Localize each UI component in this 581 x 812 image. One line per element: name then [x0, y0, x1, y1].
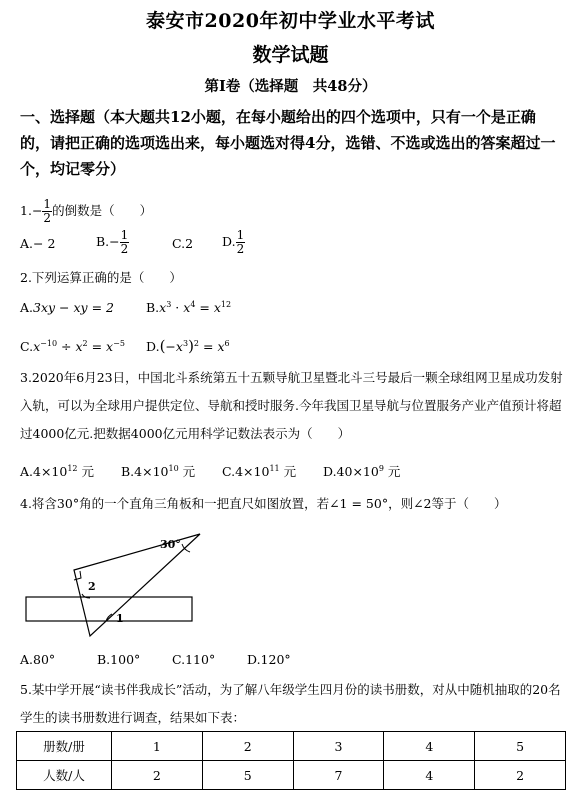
table-cell: 2 [112, 761, 203, 790]
q3-option-c: $C.4\times 10^{11}$ 元 [222, 463, 297, 479]
q1-option-c: C.2 [172, 236, 194, 251]
q4-option-c: C.110° [172, 652, 216, 667]
exam-title: 泰安市2020年初中学业水平考试 [146, 10, 435, 32]
table-cell: 3 [293, 732, 384, 761]
q4-option-a: A.80° [20, 652, 56, 667]
q2-option-b: $B.x^3 \cdot x^4 = x^{12}$ [146, 300, 232, 316]
exam-subject: 数学试题 [252, 44, 329, 66]
q1-option-a: A.− 2 [20, 236, 56, 251]
question-5-stem: 5.某中学开展“读书伴我成长”活动，为了解八年级学生四月份的读书册数，对从中随机抽取的20名学生的读书册数进行调查，结果如下表： [20, 682, 561, 725]
table-cell: 2 [475, 761, 566, 790]
q3-option-b: $B.4\times 10^{10}$ 元 [121, 463, 196, 479]
q1-number: 1. [20, 203, 32, 218]
table-header-cell: 人数/人 [17, 761, 112, 790]
q2-option-d: $D.(-x^3)^2 = x^6$ [146, 337, 230, 355]
volume-heading: 第Ⅰ卷（选择题 共48分） [204, 78, 377, 95]
q2-option-a: A.3xy − xy = 2 [20, 300, 114, 315]
question-1 [20, 198, 152, 225]
table-row [17, 732, 566, 761]
q1-sign: − [31, 203, 43, 218]
q3-option-a: $A.4\times 10^{12}$ 元 [20, 463, 95, 479]
table-cell: 1 [112, 732, 203, 761]
q3-option-d: $D.40\times 10^9$ 元 [323, 463, 401, 479]
section-instructions: 一、选择题（本大题共12小题，在每小题给出的四个选项中，只有一个是正确的，请把正确的选项选出来，每小题选对得4分，选错、不选或选出的答案超过一个，均记零分） [20, 108, 556, 178]
q4-option-d: D.120° [247, 652, 291, 667]
angle-30-label: 30° [160, 538, 181, 551]
q1-option-b: B.− $\frac{1}{2}$ [96, 228, 129, 256]
table-row [17, 761, 566, 790]
triangle-ruler-figure [18, 522, 218, 642]
reading-survey-table [16, 731, 566, 790]
table-cell: 4 [384, 761, 475, 790]
angle-1-arc [106, 614, 112, 621]
question-3-stem: 3.2020年6月23日，中国北斗系统第五十五颗导航卫星暨北斗三号最后一颗全球组网卫星成功发射入轨，可以为全球用户提供定位、导航和授时服务.今年我国卫星导航与位置服务产业产值预计将超过4000亿元.把数据4000亿元用科学记数法表示为（ ） [20, 370, 563, 441]
table-cell: 2 [202, 732, 293, 761]
table-cell: 5 [475, 732, 566, 761]
table-cell: 7 [293, 761, 384, 790]
angle-2-label: 2 [88, 580, 96, 593]
q2-option-c: $C.x^{-10} \div x^2 = x^{-5}$ [20, 339, 125, 355]
question-2-stem: 2.下列运算正确的是（ ） [20, 270, 182, 285]
q4-option-b: B.100° [97, 652, 141, 667]
table-cell: 5 [202, 761, 293, 790]
question-4-stem: 4.将含30°角的一个直角三角板和一把直尺如图放置，若∠1 = 50°，则∠2等于（ ） [20, 496, 507, 511]
angle-1-label: 1 [116, 612, 124, 625]
q1-stem: 的倒数是（ ） [52, 203, 153, 218]
q1-option-d: D. $\frac{1}{2}$ [222, 228, 245, 256]
table-header-cell: 册数/册 [17, 732, 112, 761]
table-cell: 4 [384, 732, 475, 761]
q1-fraction: $\frac{1}{2}$ [43, 197, 52, 225]
ruler-shape [26, 597, 192, 621]
